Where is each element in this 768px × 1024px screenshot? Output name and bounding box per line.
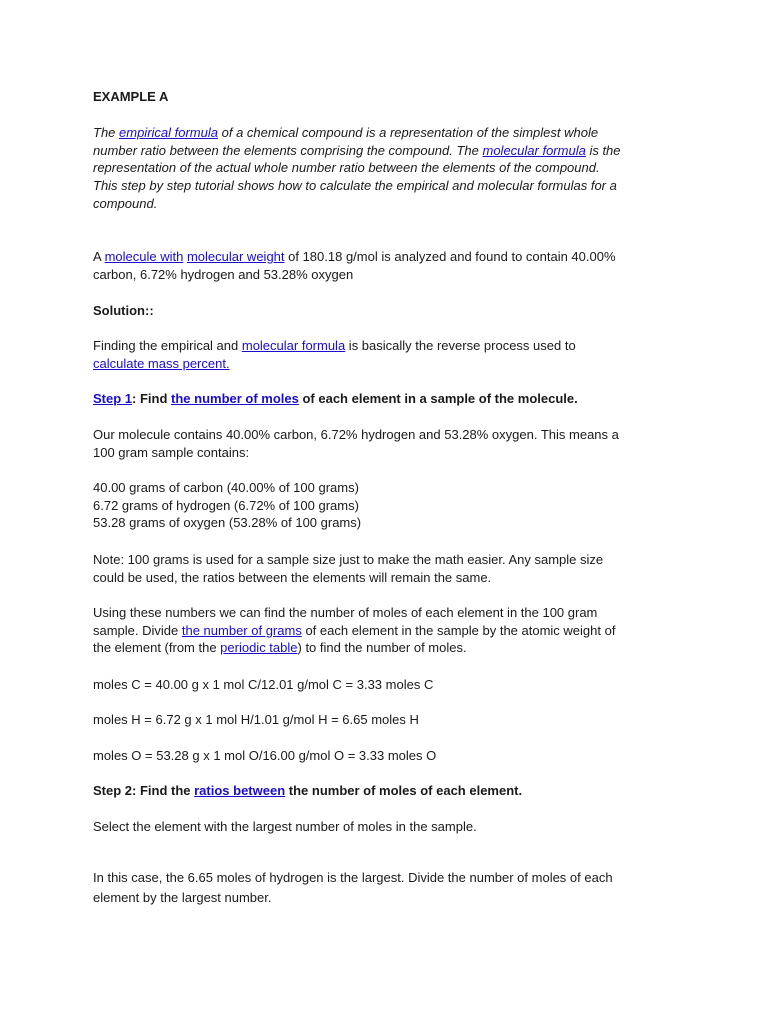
using-line-2	[93, 622, 683, 640]
step2-text: Step 2: Find the	[93, 783, 195, 798]
intro-text: number ratio between the elements comprising the compound. The	[93, 142, 483, 158]
link-number-of-moles[interactable]: the number of moles	[171, 391, 299, 406]
link-ratios-between[interactable]: ratios between	[194, 783, 286, 798]
moles-h-equation: moles H = 6.72 g x 1 mol H/1.01 g/mol H = 6.65 moles H	[93, 712, 419, 727]
case-line-1: In this case, the 6.65 moles of hydrogen is the largest. Divide the number of moles of each	[93, 870, 613, 885]
step1-heading	[93, 390, 683, 408]
grams-hydrogen: 6.72 grams of hydrogen (6.72% of 100 grams)	[93, 497, 359, 513]
problem-text: of 180.18 g/mol is analyzed and found to contain 40.00%	[284, 249, 616, 264]
heading: EXAMPLE A	[93, 89, 169, 104]
intro-line-4: This step by step tutorial shows how to calculate the empirical and molecular formulas for a	[93, 178, 617, 194]
intro-line-2	[93, 142, 683, 160]
link-step-1[interactable]: Step 1	[93, 391, 133, 406]
step1-text: of each element in a sample of the molecule.	[298, 391, 578, 406]
using-text: ) to find the number of moles.	[297, 640, 467, 656]
intro-text: The	[93, 125, 120, 140]
using-text: sample. Divide	[93, 622, 182, 638]
finding-text: is basically the reverse process used to	[345, 338, 576, 353]
grams-oxygen: 53.28 grams of oxygen (53.28% of 100 grams)	[93, 515, 362, 531]
intro-line-5: compound.	[93, 195, 158, 211]
contains-line-2: 100 gram sample contains:	[93, 444, 250, 460]
finding-line-1	[93, 337, 683, 355]
using-text: the element (from the	[93, 640, 221, 656]
note-line-2: could be used, the ratios between the elements will remain the same.	[93, 569, 492, 585]
problem-line-2: carbon, 6.72% hydrogen and 53.28% oxygen	[93, 266, 354, 282]
intro-text: of a chemical compound is a representation of the simplest whole	[218, 125, 599, 140]
intro-line-1	[93, 124, 683, 142]
link-molecular-weight[interactable]: molecular weight	[186, 249, 285, 264]
select-line: Select the element with the largest number of moles in the sample.	[93, 819, 477, 834]
intro-line-3: representation of the actual whole number ratio between the elements of the compound.	[93, 160, 600, 176]
link-periodic-table[interactable]: periodic table	[220, 640, 298, 656]
finding-text: Finding the empirical and	[93, 338, 242, 353]
using-text: of each element in the sample by the atomic weight of	[301, 622, 616, 638]
using-line-1: Using these numbers we can find the number of moles of each element in the 100 gram	[93, 605, 598, 620]
solution-label: Solution::	[93, 303, 154, 318]
link-number-of-grams[interactable]: the number of grams	[181, 622, 302, 638]
step2-text: the number of moles of each element.	[285, 783, 523, 798]
contains-line-1: Our molecule contains 40.00% carbon, 6.72% hydrogen and 53.28% oxygen. This means a	[93, 427, 619, 442]
step2-heading	[93, 782, 683, 800]
problem-text: A	[93, 249, 105, 264]
using-line-3	[93, 639, 683, 657]
step1-text: : Find	[132, 391, 172, 406]
link-molecular-formula[interactable]: molecular formula	[241, 338, 346, 353]
link-empirical-formula[interactable]: empirical formula	[119, 125, 218, 140]
moles-o-equation: moles O = 53.28 g x 1 mol O/16.00 g/mol O = 3.33 moles O	[93, 748, 437, 763]
problem-line-1	[93, 248, 683, 266]
intro-text: is the	[585, 142, 621, 158]
note-line-1: Note: 100 grams is used for a sample size just to make the math easier. Any sample size	[93, 552, 604, 567]
finding-line-2	[93, 355, 683, 373]
moles-c-equation: moles C = 40.00 g x 1 mol C/12.01 g/mol C = 3.33 moles C	[93, 677, 434, 692]
link-calculate-mass-percent[interactable]: calculate mass percent.	[93, 355, 230, 371]
grams-carbon: 40.00 grams of carbon (40.00% of 100 grams)	[93, 480, 359, 495]
link-molecule-with[interactable]: molecule with	[104, 249, 184, 264]
case-line-2: element by the largest number.	[93, 890, 272, 905]
link-molecular-formula-intro[interactable]: molecular formula	[482, 142, 586, 158]
